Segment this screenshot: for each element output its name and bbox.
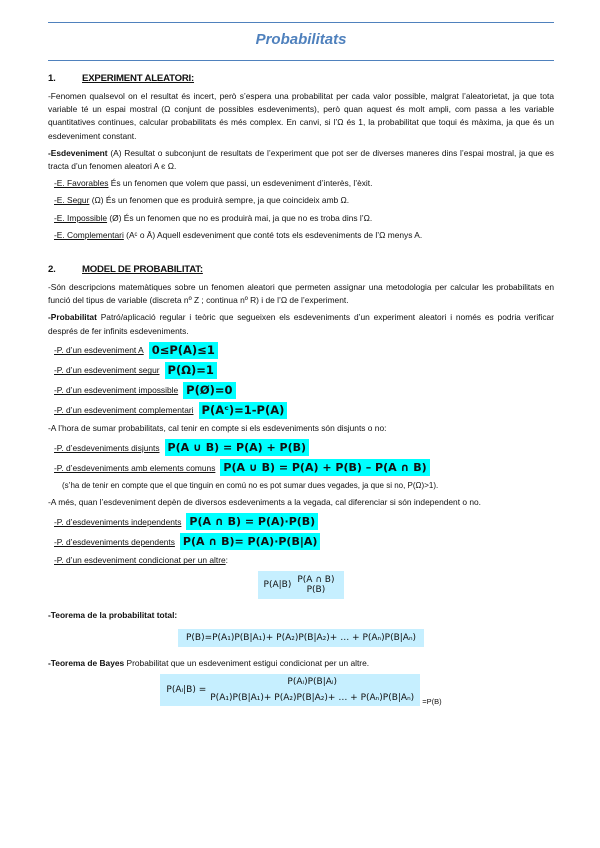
rule-dependent: -P. d’esdeveniments dependents P(A ∩ B)= P(A)·P(B|A) — [54, 533, 554, 550]
bayes-definition: -Teorema de Bayes Probabilitat que un esdeveniment estigui condicionat per un altre. — [48, 657, 370, 668]
bayes-numerator: P(Aᵢ)P(B|Aᵢ) — [287, 676, 338, 687]
dependency-intro: -A més, quan l’esdeveniment depèn de diversos esdeveniments a la vegada, cal diferenciar si són independent o no. — [48, 497, 481, 508]
rule-sure-event: -P. d’un esdeveniment segur P(Ω)=1 — [54, 362, 554, 379]
bayes-lhs: P(Aᵢ|B) = — [166, 684, 207, 695]
formula-dependent: P(A ∩ B)= P(A)·P(B|A) — [180, 533, 321, 550]
conditional-formula — [258, 571, 345, 599]
section-1-intro: -Fenomen qualsevol on el resultat és incert, però s’espera una probabilitat per cada valor possible, malgrat l’aleatorietat, ja que tota variable té un espai mostral (Ω conjunt de possibles esdeveniments), però quan aquest és molt ampli, com passa a les variable quantitatives continues, calcular probabilitats és més complex. En canvi, si l’Ω és 1, la probabilitat que toqui és màxima, ja que és un esdeveniment constant. — [48, 91, 554, 141]
bayes-denominator: P(A₁)P(B|A₁)+ P(A₂)P(B|A₂)+ … + P(Aₙ)P(B|Aₙ) — [210, 692, 415, 703]
item-impossible: -E. Impossible (Ø) És un fenomen que no es produirà mai, ja que no es troba dins l’Ω. — [54, 212, 373, 223]
bayes-formula — [160, 674, 420, 706]
section-1-heading: 1. EXPERIMENT ALEATORI: — [48, 73, 195, 84]
rule-common-elements: -P. d’esdeveniments amb elements comuns P(A ∪ B) = P(A) + P(B) – P(A ∩ B) — [54, 459, 554, 476]
sum-intro: -A l’hora de sumar probabilitats, cal tenir en compte si els esdeveniments són disjunts o no: — [48, 422, 387, 433]
rule-independent: -P. d’esdeveniments independents P(A ∩ B) = P(A)·P(B) — [54, 513, 554, 530]
item-segur: -E. Segur (Ω) És un fenomen que es produirà sempre, ja que coincideix amb Ω. — [54, 195, 350, 206]
document-page — [48, 22, 554, 706]
conditional-denominator: P(B) — [306, 585, 326, 596]
formula-independent: P(A ∩ B) = P(A)·P(B) — [186, 513, 318, 530]
title-rule — [48, 60, 554, 61]
rule-complement-event: -P. d’un esdeveniment complementari P(Aᶜ)=1-P(A) — [54, 402, 554, 419]
formula-sure-event: P(Ω)=1 — [165, 362, 217, 379]
page-title: Probabilitats — [255, 31, 347, 48]
sum-note: (s’ha de tenir en compte que el que tinguin en comú no es pot sumar dues vegades, ja que si no, P(Ω)>1). — [62, 481, 439, 491]
formula-disjoint: P(A ∪ B) = P(A) + P(B) — [165, 439, 310, 456]
bayes-tail: =P(B) — [422, 696, 442, 706]
section-2-intro: -Són descripcions matemàtiques sobre un fenomen aleatori que permeten assignar una metodologia per calcular les probabilitats en funció del tipus de variable (discreta nº Z ; continua nº R) i de l’Ω de l’experiment. — [48, 282, 554, 306]
rule-disjoint: -P. d’esdeveniments disjunts P(A ∪ B) = P(A) + P(B) — [54, 439, 554, 456]
rule-conditional: -P. d’un esdeveniment condicionat per un altre : — [54, 555, 228, 566]
total-probability-label: -Teorema de la probabilitat total: — [48, 610, 178, 621]
item-favorables: -E. Favorables És un fenomen que volem que passi, un esdeveniment d’interès, l’èxit. — [54, 178, 373, 189]
total-probability-formula: P(B)=P(A₁)P(B|A₁)+ P(A₂)P(B|A₂)+ … + P(Aₙ)P(B|Aₙ) — [178, 629, 424, 647]
formula-event-a: 0≤P(A)≤1 — [149, 342, 218, 359]
section-2-heading: 2. MODEL DE PROBABILITAT: — [48, 264, 203, 276]
conditional-numerator: P(A ∩ B) — [297, 575, 335, 586]
formula-complement-event: P(Aᶜ)=1-P(A) — [199, 402, 288, 419]
conditional-lhs: P(A|B) — [263, 580, 292, 591]
top-rule — [48, 22, 554, 23]
esdeveniment-definition: -Esdeveniment (A) Resultat o subconjunt de resultats de l’experiment que pot ser de diverses maneres dins l’espai mostral, ja que es tracta d’un fenomen aleatori A є Ω. — [48, 147, 554, 172]
rule-impossible-event: -P. d’un esdeveniment impossible P(Ø)=0 — [54, 382, 554, 399]
formula-common-elements: P(A ∪ B) = P(A) + P(B) – P(A ∩ B) — [220, 459, 429, 476]
formula-impossible-event: P(Ø)=0 — [183, 382, 235, 399]
rule-event-a: -P. d’un esdeveniment A 0≤P(A)≤1 — [54, 342, 554, 359]
item-complementari: -E. Complementari (Aᶜ o Ā) Aquell esdeveniment que conté tots els esdeveniments de l’Ω menys A. — [54, 229, 423, 240]
probabilitat-definition: -Probabilitat Patró/aplicació regular i teòric que segueixen els esdeveniments d’un experiment aleatori i només es podria verificar després de fer infinits esdeveniments. — [48, 312, 554, 336]
